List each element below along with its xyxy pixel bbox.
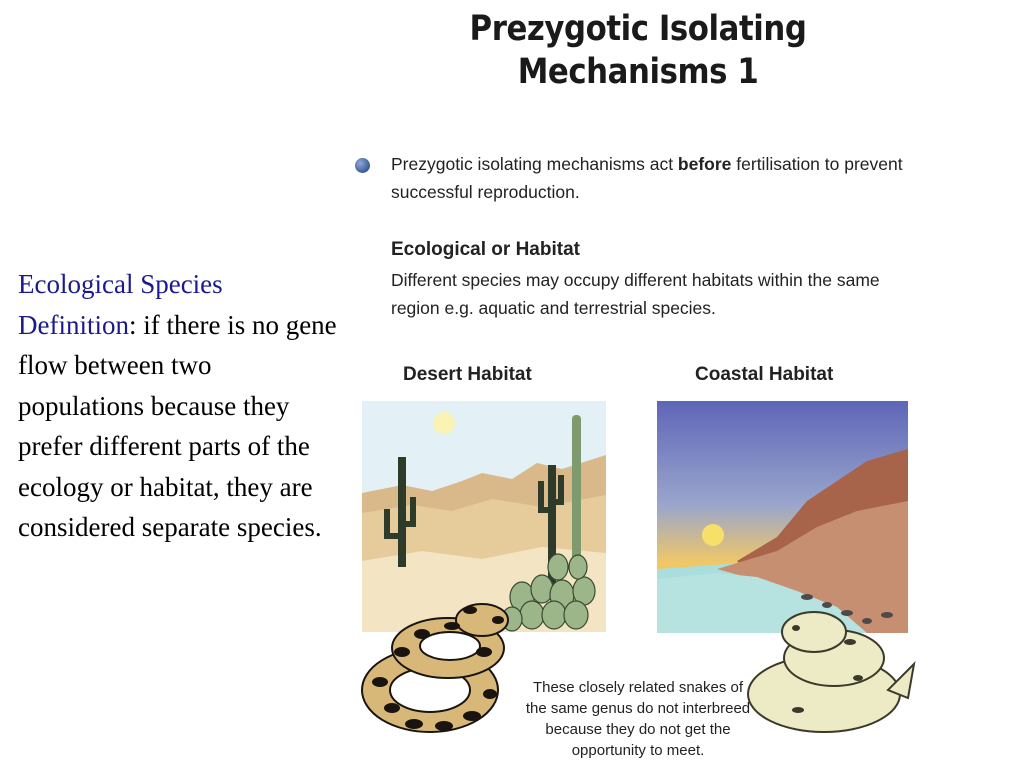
bullet-text-after: fertilisation to prevent successful reproduction.	[391, 154, 903, 202]
coastal-habitat-label: Coastal Habitat	[695, 364, 834, 385]
bullet-text	[391, 150, 951, 206]
title-line-1: Prezygotic Isolating	[469, 9, 807, 49]
bullet-icon	[355, 158, 370, 173]
species-definition-text	[18, 264, 338, 548]
desert-snake-image	[352, 590, 532, 740]
bullet-bold-word: before	[677, 154, 732, 174]
bullet-text-before: Prezygotic isolating mechanisms act	[391, 154, 678, 174]
definition-term: Ecological Species Definition	[18, 269, 223, 340]
coastal-snake-image	[738, 598, 920, 738]
slide-title	[429, 8, 848, 94]
desert-habitat-label: Desert Habitat	[403, 364, 532, 385]
snake-caption: These closely related snakes of the same genus do not interbreed because they do not get the opportunity to meet.	[525, 679, 751, 759]
section-body: Different species may occupy different habitats within the same region e.g. aquatic and terrestrial species.	[391, 270, 880, 318]
title-line-2: Mechanisms 1	[517, 52, 759, 92]
section-heading: Ecological or Habitat	[391, 239, 580, 260]
definition-body: : if there is no gene flow between two populations because they prefer different parts of the ecology or habitat, they are considered separate species.	[18, 309, 337, 542]
